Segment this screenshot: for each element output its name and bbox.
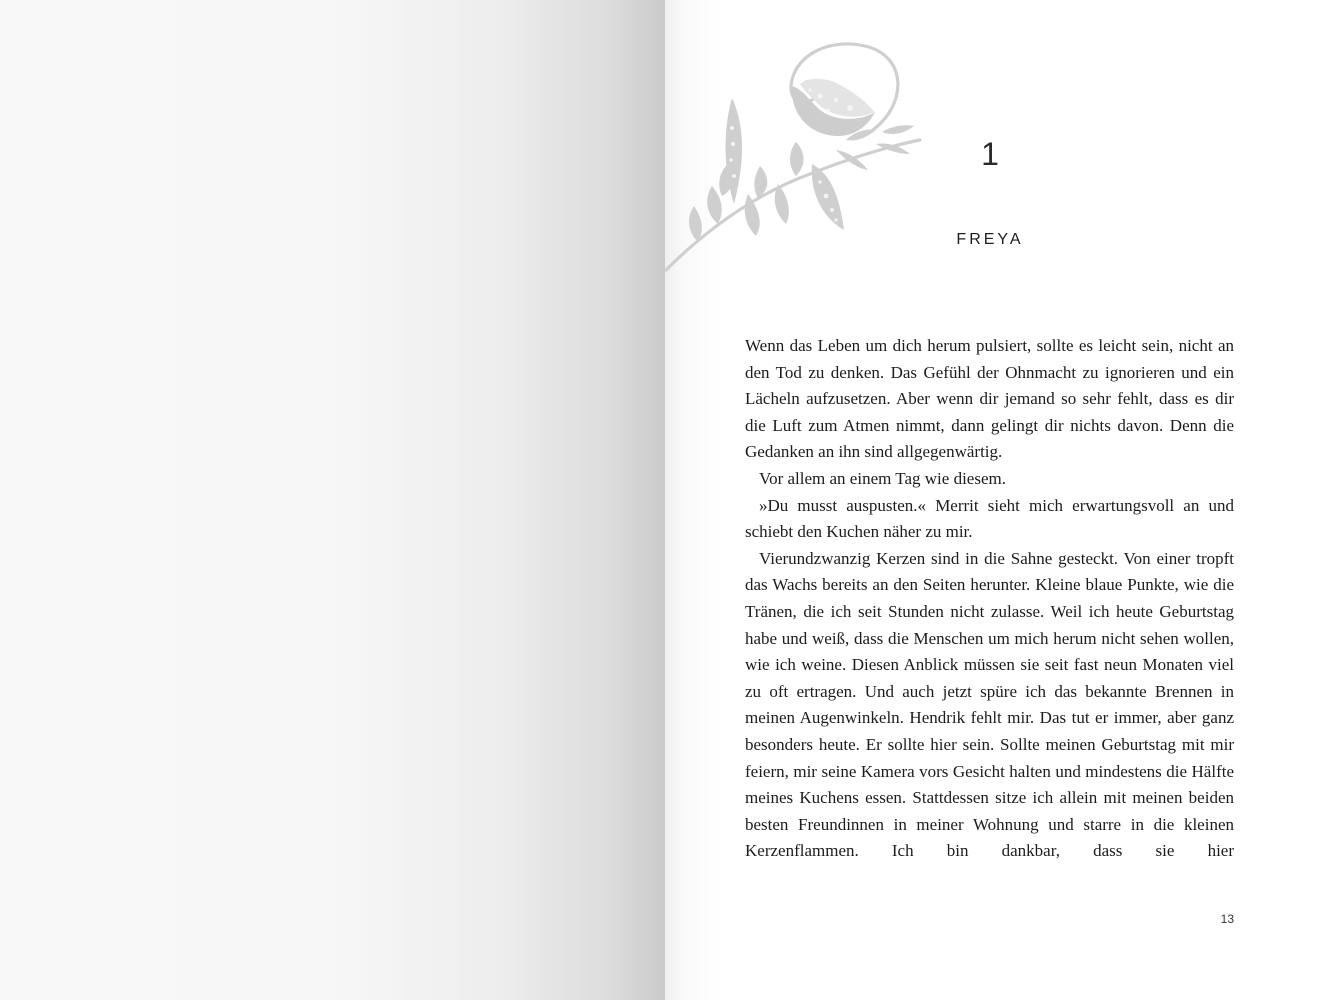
floral-moon-ornament-icon	[660, 36, 930, 281]
paragraph: Vor allem an einem Tag wie diesem.	[759, 468, 1006, 488]
paragraph: Vierundzwanzig Kerzen sind in die Sahne gesteckt. Von einer tropft das Wachs bereits an den Seiten herunter. Kleine blaue Punkte, wie die Tränen, die ich seit Stunden nicht zulasse. Weil ich heute Geburtstag habe und weiß, dass die Menschen um mich herum nicht sehen wollen, wie ich weine. Diesen Anblick müssen sie seit fast neun Monaten viel zu oft ertragen. Und auch jetzt spüre ich das bekannte Brennen in meinen Augenwinkeln. Hendrik fehlt mir. Das tut er immer, aber ganz besonders heute. Er sollte hier sein. Sollte meinen Geburtstag mit mir feiern, mir seine Kamera vors Gesicht halten und mindestens die Hälfte meines Kuchens essen. Stattdessen sitze ich allein mit meinen beiden besten Freundinnen in meiner Wohnung und starre in die kleinen Kerzenflammen. Ich bin dankbar, dass sie hier	[745, 548, 1234, 861]
body-text	[745, 333, 1234, 865]
paragraph: »Du musst auspusten.« Merrit sieht mich erwartungsvoll an und schiebt den Kuchen näher zu mir.	[745, 495, 1234, 542]
chapter-number: 1	[981, 136, 999, 172]
paragraph: Wenn das Leben um dich herum pulsiert, sollte es leicht sein, nicht an den Tod zu denken. Das Gefühl der Ohnmacht zu ignorieren und ein Lächeln aufzusetzen. Aber wenn dir jemand so sehr fehlt, dass es dir die Luft zum Atmen nimmt, dann gelingt dir nichts davon. Denn die Gedanken an ihn sind allgegenwärtig.	[745, 336, 1234, 462]
chapter-title: FREYA	[956, 231, 1024, 248]
page-number: 13	[1220, 912, 1234, 926]
